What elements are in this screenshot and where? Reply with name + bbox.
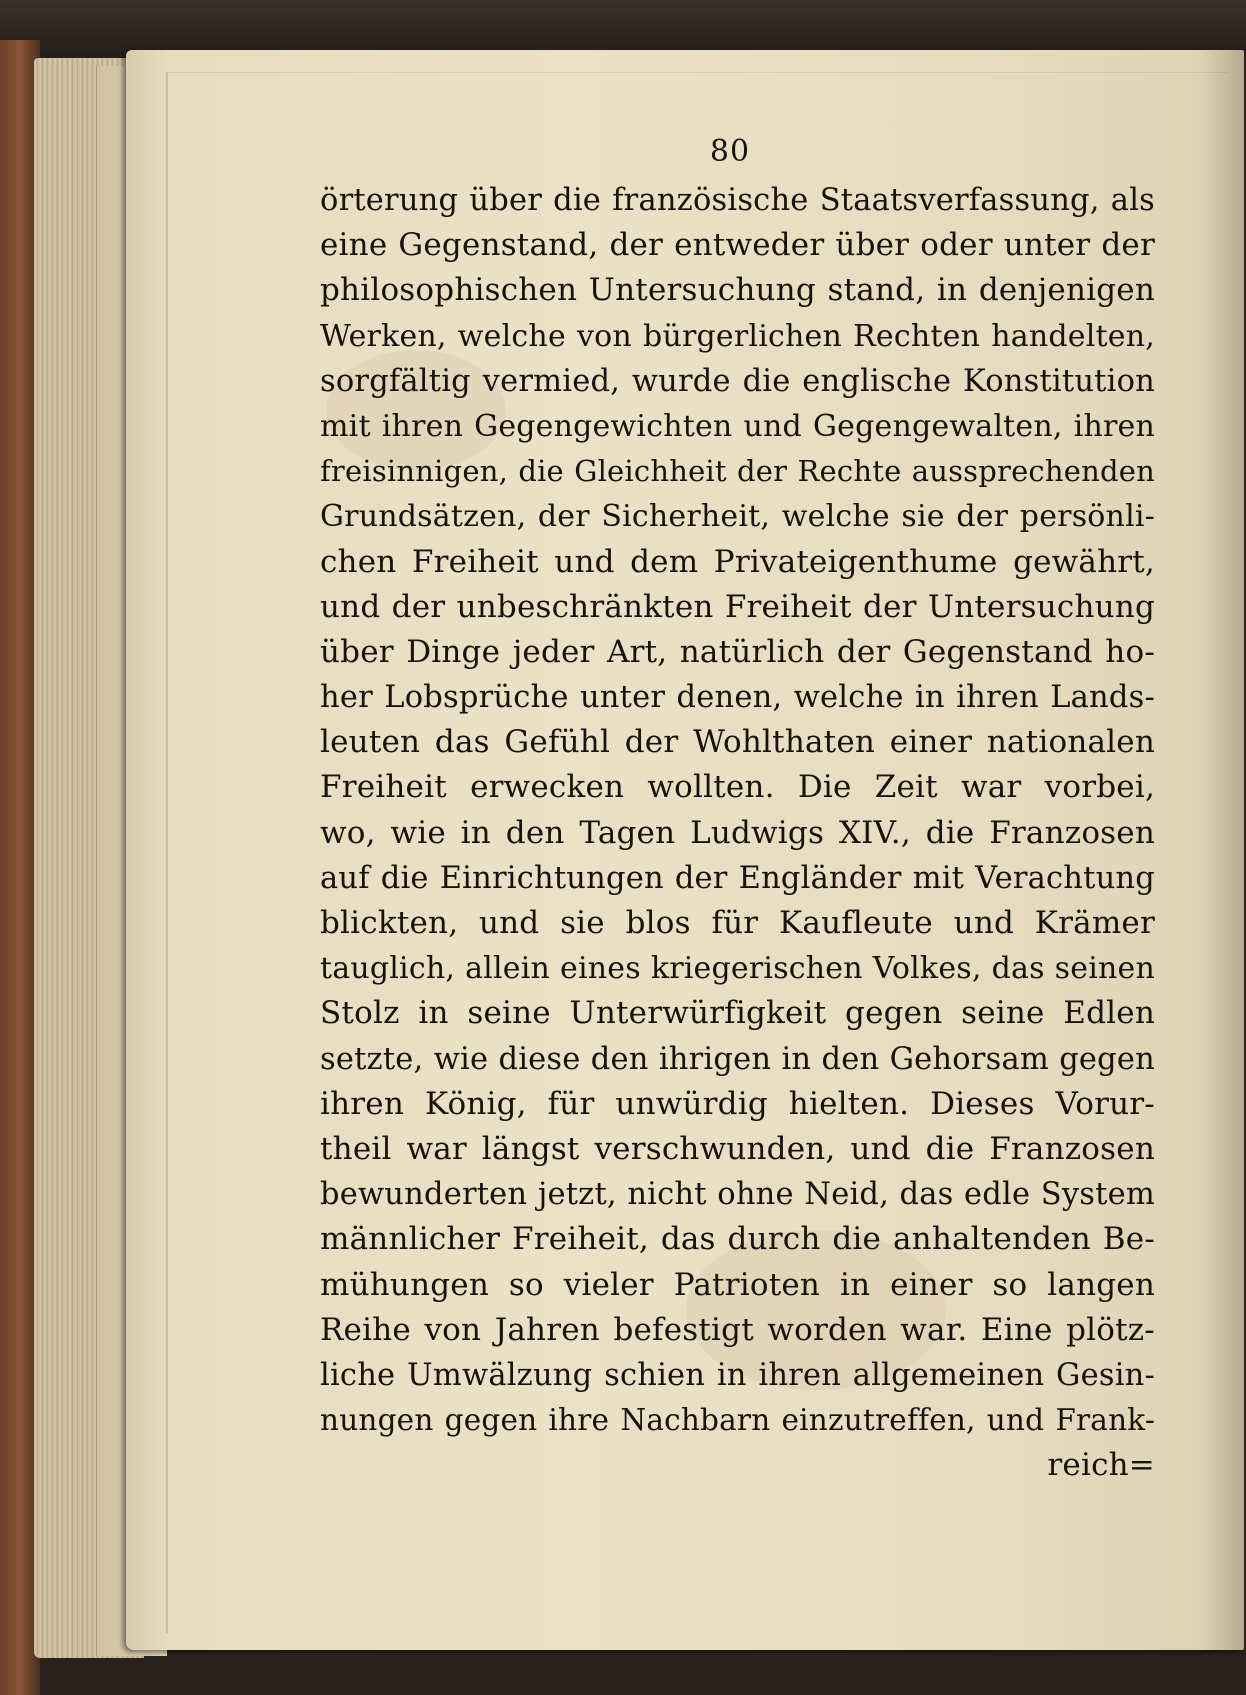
text-line: mühungen so vieler Patrioten in einer so langen	[320, 1266, 1155, 1303]
text-line: ihren König, für unwürdig hielten. Dieses Vorur-	[320, 1085, 1155, 1122]
text-line: und der unbeschränkten Freiheit der Untersuchung	[320, 588, 1155, 625]
text-line: her Lobsprüche unter denen, welche in ihren Lands-	[320, 680, 1155, 716]
text-line: örterung über die französische Staatsverfassung, als	[320, 183, 1155, 218]
catchword: reich=	[1047, 1447, 1155, 1484]
text-line: Grundsätzen, der Sicherheit, welche sie der persönli-	[320, 499, 1155, 535]
text-line: Stolz in seine Unterwürfigkeit gegen seine Edlen	[320, 995, 1155, 1032]
text-line: Werken, welche von bürgerlichen Rechten handelten,	[320, 318, 1155, 354]
text-line: wo, wie in den Tagen Ludwigs XIV., die Franzosen	[320, 814, 1155, 851]
page-edge-shadow	[1200, 50, 1246, 1650]
text-line: eine Gegenstand, der entweder über oder unter der	[320, 227, 1155, 264]
text-line: liche Umwälzung schien in ihren allgemeinen Gesin-	[320, 1357, 1155, 1393]
text-line: bewunderten jetzt, nicht ohne Neid, das edle System	[320, 1177, 1155, 1213]
text-line: philosophischen Untersuchung stand, in denjenigen	[320, 272, 1155, 309]
text-line: blickten, und sie blos für Kaufleute und Krämer	[320, 905, 1155, 941]
text-line: männlicher Freiheit, das durch die anhaltenden Be-	[320, 1221, 1155, 1258]
text-line: Freiheit erwecken wollten. Die Zeit war vorbei,	[320, 769, 1155, 806]
text-line: Reihe von Jahren befestigt worden war. Eine plötz-	[320, 1311, 1155, 1348]
page-number: 80	[709, 134, 751, 169]
text-line: über Dinge jeder Art, natürlich der Gegenstand ho-	[320, 633, 1155, 670]
text-line: mit ihren Gegengewichten und Gegengewalten, ihren	[320, 408, 1155, 444]
body-text	[320, 178, 1155, 1488]
text-line: chen Freiheit und dem Privateigenthume gewährt,	[320, 543, 1155, 580]
text-line: theil war längst verschwunden, und die Franzosen	[320, 1130, 1155, 1167]
text-line: leuten das Gefühl der Wohlthaten einer nationalen	[320, 724, 1155, 761]
text-line: nungen gegen ihre Nachbarn einzutreffen, und Frank-	[320, 1403, 1155, 1438]
text-line: freisinnigen, die Gleichheit der Rechte aussprechenden	[320, 454, 1155, 489]
text-line: tauglich, allein eines kriegerischen Volkes, das seinen	[320, 951, 1155, 987]
text-line: auf die Einrichtungen der Engländer mit Verachtung	[320, 860, 1155, 896]
text-line: setzte, wie diese den ihrigen in den Gehorsam gegen	[320, 1041, 1155, 1077]
text-line: sorgfältig vermied, wurde die englische Konstitution	[320, 363, 1155, 399]
